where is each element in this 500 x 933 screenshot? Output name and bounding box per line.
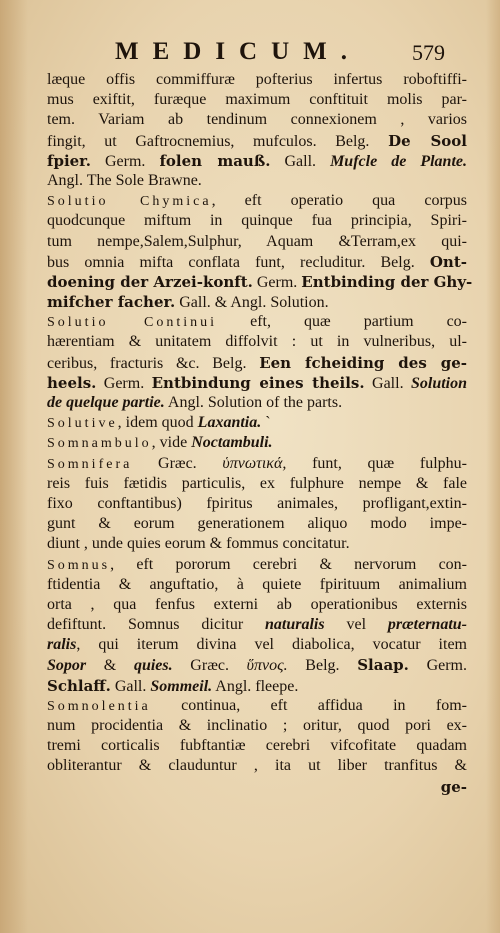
text-line [47, 575, 467, 595]
text-span: Solutive [47, 416, 118, 432]
text-span: ceribus, fracturis &c. Belg. [47, 354, 260, 372]
text-span: ὕπνος. [246, 657, 288, 675]
text-line [47, 252, 467, 272]
text-span: Germ. [252, 273, 302, 291]
text-span: fixo conftantibus) fpiritus animales, profligant,extin- [47, 494, 467, 512]
text-span: Somnus [47, 557, 111, 573]
text-line [47, 534, 467, 554]
text-line [47, 555, 467, 575]
text-span: folen mauß. [159, 151, 271, 170]
text-span: , eft operatio qua corpus [211, 192, 467, 210]
text-span: læque offis commiffuræ pofterius infertus roboftiffi- [47, 71, 467, 88]
text-span: bus omnia mifta conflata funt, recluditur. Belg. [47, 253, 430, 271]
text-span: Sopor [47, 657, 87, 675]
text-span: Sommeil. [150, 677, 213, 695]
text-line [47, 393, 467, 413]
text-span: Entbinding der Ghy- [301, 272, 473, 291]
text-span: Solution [410, 374, 468, 392]
text-span: Gall. [364, 374, 411, 392]
page-body-text [47, 70, 473, 797]
text-span: Angl. The Sole Brawne. [47, 171, 202, 189]
text-span: , vide [151, 434, 192, 452]
text-span: naturalis [265, 616, 325, 634]
text-span: Gall. [270, 152, 331, 170]
text-span: ὑπνωτικά, [222, 454, 287, 472]
text-line [47, 736, 467, 756]
text-span: De Sool [388, 131, 467, 150]
text-span: Græc. [132, 454, 223, 472]
text-span: Germ. [96, 374, 152, 392]
text-line [47, 413, 467, 433]
text-span: tem. Variam ab tendinum connexionem , varios [47, 111, 467, 129]
text-span: mifcher facher. [47, 293, 176, 312]
text-span: Belg. [287, 657, 358, 675]
text-span: Germ. [408, 657, 468, 675]
text-span: Solutio Chymica [47, 194, 212, 210]
text-span: continua, eft affidua in fom- [150, 696, 467, 714]
text-line [47, 373, 467, 393]
text-span: Angl. fleepe. [212, 677, 299, 695]
text-line [47, 332, 467, 352]
text-span: eft, quæ partium co- [217, 313, 467, 331]
text-span: ralis [47, 636, 77, 654]
text-line [47, 595, 467, 615]
text-line [47, 211, 467, 231]
text-line [47, 454, 467, 474]
text-span: Noctambuli. [191, 434, 273, 452]
text-span: Græc. [172, 657, 247, 675]
text-span: ftidentia & anguftatio, à quiete fpirituum animalium [47, 575, 467, 593]
text-span: , eft pororum cerebri & nervorum con- [110, 555, 467, 573]
text-span: tremi corticalis fubftantiæ cerebri vifcofitate quadam [47, 737, 467, 755]
text-span: Somnifera [47, 456, 133, 472]
text-span: hærentiam & unitatem diffolvit : ut in vulneribus, ul- [47, 333, 467, 351]
text-line [47, 272, 473, 292]
text-line [47, 171, 467, 191]
text-span: Somnambulo [47, 436, 152, 452]
text-span: Angl. Solution of the parts. [164, 394, 343, 411]
text-span: Gall. [110, 677, 151, 695]
text-span: orta , qua fenfus externi ab operationibus externis [47, 595, 467, 613]
text-line [47, 474, 467, 494]
text-span: , qui iterum divina vel diabolica, vocatur item [76, 636, 467, 654]
text-span: præternatu- [387, 616, 467, 634]
text-span: Slaap. [357, 656, 409, 675]
text-span: ` [261, 414, 271, 432]
text-line [47, 433, 467, 453]
text-span: Germ. [90, 152, 160, 170]
text-span: Entbindung eines theils. [151, 373, 365, 392]
text-line [47, 756, 467, 776]
text-span: de quelque partie. [47, 394, 165, 411]
text-span: reis fuis fætidis particulis, ex fulphure nempe & fale [47, 474, 467, 492]
text-span: Mufcle de Plante. [330, 152, 468, 170]
page-number: 579 [412, 40, 445, 65]
text-span: & [86, 657, 134, 675]
text-span: Laxantia. [197, 414, 262, 432]
text-span: defiftunt. Somnus dicitur [47, 616, 266, 634]
text-line [47, 676, 467, 696]
text-line [47, 635, 467, 655]
text-span: quodcunque miftum in quinque fua principia, Spiri- [47, 212, 467, 230]
running-head: MEDICUM. [115, 38, 362, 65]
text-line [47, 110, 467, 130]
text-line [47, 70, 467, 90]
text-span: Een fcheiding des ge- [259, 353, 467, 372]
text-line [47, 131, 467, 151]
text-span: diunt , unde quies eorum & fommus concitatur. [47, 535, 350, 553]
text-line [47, 191, 467, 211]
text-span: Solutio Continui [47, 315, 218, 331]
text-line [47, 716, 467, 736]
text-span: tum nempe,Salem,Sulphur, Aquam &Terram,ex qui- [47, 232, 467, 250]
text-line [47, 655, 467, 675]
text-line [47, 151, 467, 171]
text-span: heels. [47, 373, 97, 392]
text-span: fingit, ut Gaftrocnemius, mufculos. Belg. [47, 132, 389, 150]
text-line [47, 353, 467, 373]
text-span: Ont- [429, 252, 467, 271]
text-span: vel [324, 616, 388, 634]
text-span: Somnolentia [47, 698, 151, 714]
text-span: doening der Arzei-konft. [47, 272, 253, 291]
text-line [47, 232, 467, 252]
text-span: gunt & eorum generationem aliquo modo impe- [47, 515, 467, 533]
text-span: fpier. [47, 151, 91, 170]
text-line [47, 615, 467, 635]
text-line [47, 312, 467, 332]
catchword [47, 777, 467, 797]
text-line [47, 494, 467, 514]
text-line [47, 292, 467, 312]
text-span: mus exiftit, furæque maximum conftituit molis par- [47, 91, 467, 109]
text-span: , idem quod [117, 414, 198, 432]
text-span: obliterantur & clauduntur , ita ut liber tranfitus & [47, 757, 467, 775]
page-header [0, 38, 500, 68]
text-span: Gall. & Angl. Solution. [175, 294, 329, 312]
text-span: num procidentia & inclinatio ; oritur, quod pori ex- [47, 717, 467, 734]
text-span: ge- [440, 777, 467, 796]
text-span: quies. [133, 657, 173, 675]
text-line [47, 90, 467, 110]
text-line [47, 514, 467, 534]
text-line [47, 696, 467, 716]
text-span: funt, quæ fulphu- [286, 454, 468, 472]
text-span: Schlaff. [47, 676, 111, 695]
